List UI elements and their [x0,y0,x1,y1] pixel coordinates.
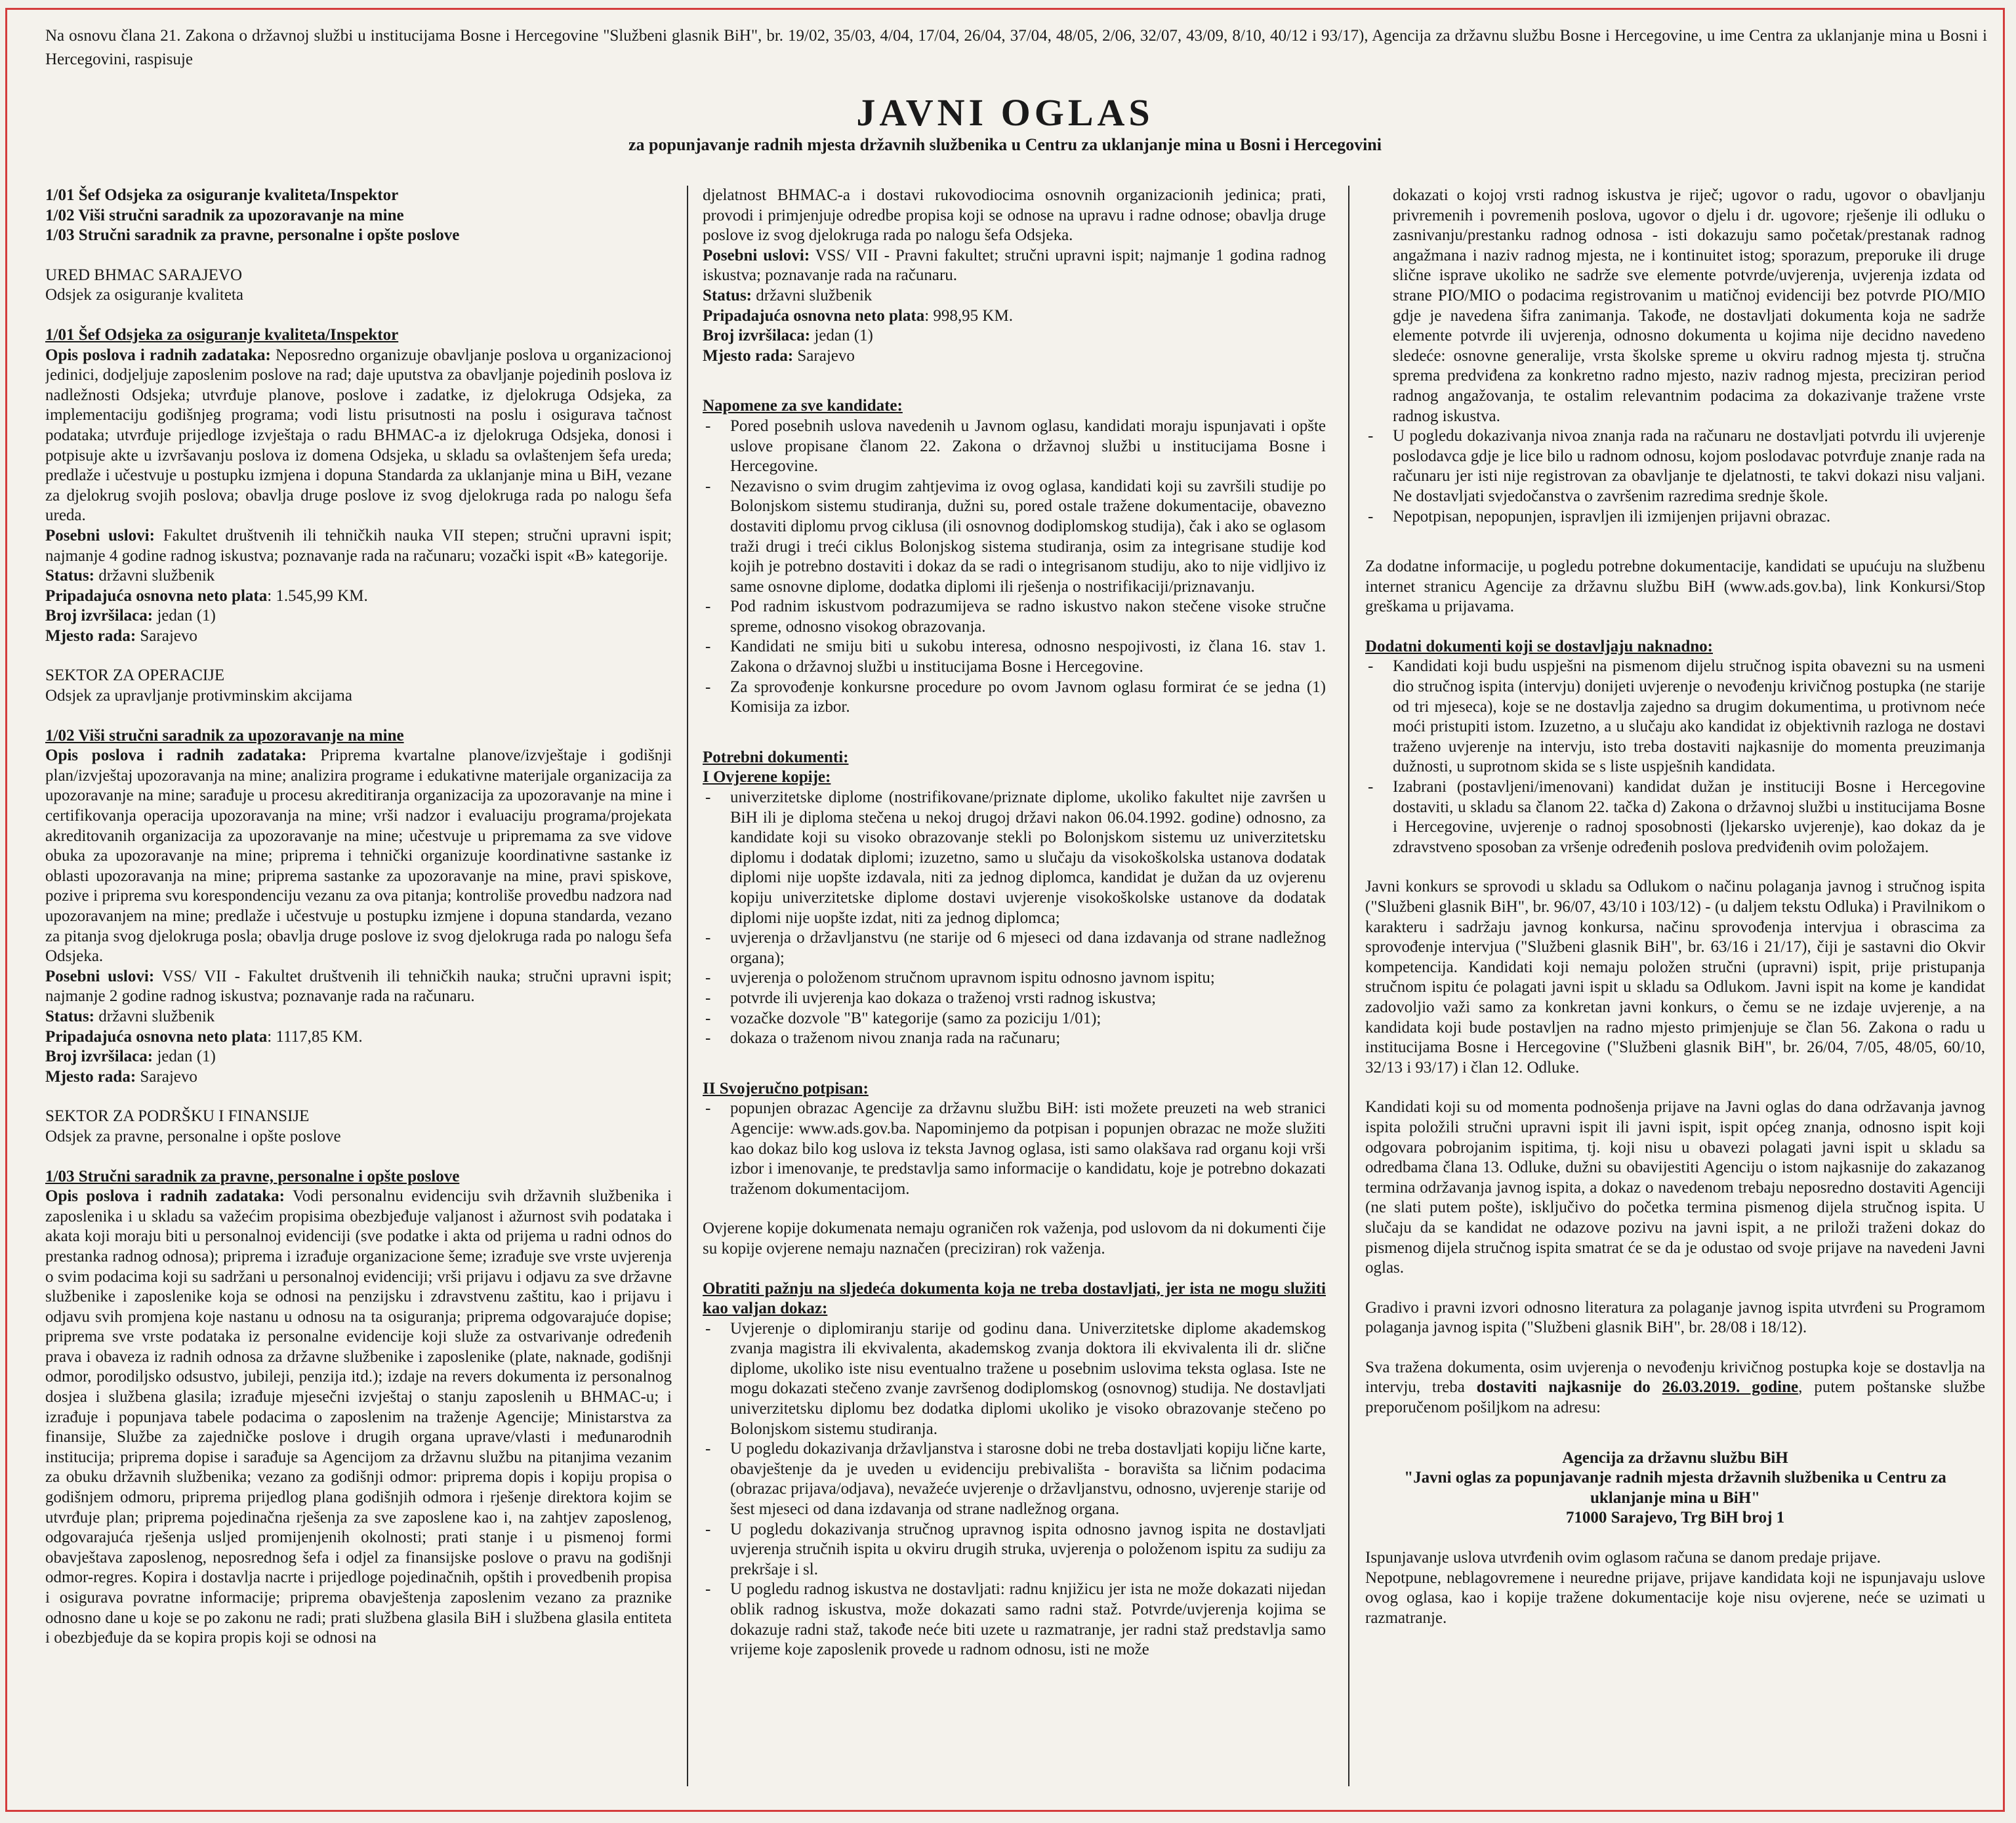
spacer [45,707,672,726]
field-value: Sarajevo [136,626,197,645]
field-value: državni službenik [94,567,215,585]
paragraph: Nepotpune, neblagovremene i neuredne prijave, prijave kandidata koji ne ispunjavaju uslove ovog oglasa, kao i kopije tražene dokumentacije koje nisu ovjerene, neće se uzimati u razmatranje. [1365,1568,1985,1627]
list-dash: - [705,1580,711,1599]
list-item-text: univerzitetske diplome (nostrifikovane/priznate diplome, ukoliko fakultet nije završen u BiH ili je diploma stečena u nekoj drugoj državi nakon 06.04.1992. godine) odnosno, za kandidate koji su visoko obrazovanje stekli po Bolonjskom sistemu uz univerzitetsku diplomu i dodatak diplomi; izuzetno, samo u slučaju da visokoškolska ustanova dodatak diplomi nije uopšte izdavala, niti za jednog diplomca, kandidat je dužan da uz ovjerenu kopiju univerzitetske diplome dostavi uvjerenje visokoškolske ustanove da dodatak diplomi nije uopšte izdat, niti za jednog diplomca; [730,789,1326,927]
paragraph: Ispunjavanje uslova utvrđenih ovim oglasom računa se danom predaje prijave. [1365,1549,1881,1567]
field-label: Opis poslova i radnih zadataka: [45,346,271,364]
list-item [703,1580,1326,1660]
list-item-continuation: dokazati o kojoj vrsti radnog iskustva je riječ; ugovor o radu, ugovor o obavljanju privremenih i povremenih poslova, ugovor o djelu i dr. ugovore; rješenje ili odluku o zasnivanju/prestanku radnog odnosa - isti dokazuju samo početak/prestanak radnog angažmana i naziv radnog mjesta, ne i kontinuitet istog; sporazum, preporuke ili druge slične isprave ukoliko ne sadrže sve elemente potvrde/uvjerenja, uvjerenja izdata od strane PIO/MIO o podacima registrovanim u matičnoj evidenciji bez potvrde PIO/MIO gdje je navedena šifra zanimanja. Takođe, ne dostavljati dokumenta koja ne sadrže elemente potvrde ili uvjerenja, odnosno dokumenta u kojima nije decidno navedeno sledeće: osnovne generalije, vrsta školske spreme u okviru radnog mjesta tj. stručna sprema predviđena za konkretno radno mjesto, naziv radnog mjesta, preciziran period radnog angažovanja, te ostalim relevantnim podacima za dokazivanje tražene vrste radnog iskustva. [1393,186,1985,425]
field-line [703,306,1326,327]
section-heading: Potrebni dokumenti: [703,748,849,766]
list-item [703,597,1326,637]
list-dash: - [705,477,711,495]
column-left [45,186,672,1806]
field-line [45,1027,672,1048]
list-dash: - [1368,507,1374,525]
spacer [45,246,672,266]
list-dash: - [705,1099,711,1118]
list-item [703,989,1326,1009]
list-item-text: uvjerenja o državljanstvu (ne starije od 6 mjeseci od dana izdavanja od strane nadležnog organa); [730,929,1326,967]
position-title: 1/01 Šef Odsjeka za osiguranje kvaliteta/Inspektor [45,186,399,204]
field-value: Neposredno organizuje obavljanje poslova u organizacionoj jedinici, dodjeljuje zaposlenim poslove na rad; daje uputstva za obavljanje pojedinih poslova iz nadležnosti Odsjeka; utvrđuje planove, poslove i zadatke, iz djelokruga Odsjeka, za implementaciju godišnjeg programa; vodi listu prisutnosti na poslu i osigurava tačnost podataka; utvrđuje prijedloge izvještaja o radu BHMAC-a iz djelokruga Odsjeka, donosi i potpisuje akte u izvršavanju poslova iz domena Odsjeka, u skladu sa ovlaštenjem šefa ureda; predlaže i učestvuje u postupku izmjena i dopuna Standarda za uklanjanje mina u BiH, vezane za djelokrug svojih poslova; obavlja druge poslove iz svog djelokruga rada po nalogu šefa ureda. [45,346,672,525]
field-line [45,346,672,526]
field-value: : 1.545,99 KM. [267,586,368,605]
list-item-text: uvjerenja o položenom stručnom upravnom ispitu odnosno javnom ispitu; [730,969,1215,987]
paragraph: Ovjerene kopije dokumenata nemaju ograničen rok važenja, pod uslovom da ni dokumenti čije su kopije ovjerene nemaju naznačen (preciziran) rok važenja. [703,1219,1326,1258]
list-dash: - [705,1440,711,1458]
spacer [1365,857,1985,877]
list-item-text: Kandidati koji budu uspješni na pismenom dijelu stručnog ispita obavezni su na usmeni dio stručnog ispita (intervju) donijeti uvjerenje o nevođenju krivičnog postupka (ne starije od tri mjeseca), koje se ne dostavlja zajedno sa drugim dokumentima, u protivnom neće moći pristupiti istom. Izuzetno, a u slučaju ako kandidat iz objektivnih razloga ne dostavi traženo uvjerenje na intervju, isto treba dostaviti najkasnije do momenta preuzimanja dužnosti, u suprotnom skida se s liste uspješnih kandidata. [1393,657,1985,776]
list-dash: - [705,1520,711,1538]
field-label: Broj izvršilaca: [703,327,811,345]
list-item-text: Kandidati ne smiju biti u sukobu interesa, odnosno nespojivosti, iz člana 16. stav 1. Zakona o državnoj službi u institucijama Bosne i Hercegovine. [730,638,1326,676]
spacer [703,366,1326,396]
paragraph: Odsjek za pravne, personalne i opšte poslove [45,1127,341,1145]
section-heading: Obratiti pažnju na sljedeća dokumenta koja ne treba dostavljati, jer ista ne mogu služiti kao valjan dokaz: [703,1279,1326,1318]
spacer [703,1260,1326,1279]
list-item [1365,657,1985,777]
list-item [703,417,1326,477]
spacer [1365,1528,1985,1548]
list-item [1365,507,1985,527]
field-label: Status: [45,1007,95,1025]
section-heading: 1/02 Viši stručni saradnik za upozoravanje na mine [45,726,404,745]
list-item-text: Pod radnim iskustvom podrazumijeva se radno iskustvo nakon stečene visoke stručne spreme, odnosno visokog obrazovanja. [730,598,1326,636]
field-line [45,606,672,626]
field-label: Posebni uslovi: [703,246,810,264]
list-item [703,968,1326,989]
field-line [45,526,672,566]
mailing-address-line: 71000 Sarajevo, Trg BiH broj 1 [1565,1509,1785,1527]
section-heading: 1/03 Stručni saradnik za pravne, personalne i opšte poslove [45,1167,460,1185]
list-item-text: vozačke dozvole "B" kategorije (samo za poziciju 1/01); [730,1009,1101,1027]
list-item-text: U pogledu dokazivanja državljanstva i starosne dobi ne treba dostavljati kopiju lične karte, obavještenje da je uveden u evidenciju prebivališta - boravišta sa ličnim podacima (obrazac prijava/odjava), nevažeće uvjerenje o državljanstvu, odnosno, uvjerenje starije od šest mjeseci od dana izdavanja od strane nadležnog organa. [730,1440,1326,1519]
spacer [703,718,1326,748]
field-line [45,1067,672,1088]
spacer [45,306,672,325]
spacer [1365,1418,1985,1448]
field-line [45,626,672,647]
list-item [703,1029,1326,1049]
field-label: Mjesto rada: [703,346,794,365]
field-value: državni službenik [752,286,873,304]
list-item [703,678,1326,718]
field-value: Sarajevo [136,1067,197,1086]
field-line [45,566,672,586]
list-item [703,1520,1326,1580]
field-line [703,346,1326,367]
column-middle [703,186,1326,1806]
list-dash: - [705,969,711,987]
column-right [1365,186,1985,1806]
field-label: Mjesto rada: [45,626,136,645]
field-value: jedan (1) [153,1048,216,1066]
deadline-date: 26.03.2019. godine [1662,1378,1799,1397]
paragraph: Odsjek za osiguranje kvaliteta [45,286,243,304]
spacer [1365,1279,1985,1298]
paragraph: djelatnost BHMAC-a i dostavi rukovodiocima osnovnih organizacionih jedinica; prati, provodi i primjenjuje odredbe propisa koji se odnose na upravu i radne odnose; obavlja druge poslove iz svog djelokruga rada po nalogu šefa Odsjeka. [703,186,1326,245]
spacer [1365,1078,1985,1097]
list-item [703,928,1326,968]
field-line [45,1187,672,1649]
field-value: jedan (1) [810,327,873,345]
field-label: Status: [703,286,752,304]
section-heading: Napomene za sve kandidate: [703,397,903,415]
list-item [1365,777,1985,857]
field-label: Opis poslova i radnih zadataka: [45,1187,285,1206]
field-line [45,1047,672,1067]
list-item-text: Izabrani (postavljeni/imenovani) kandidat dužan je instituciji Bosne i Hercegovine dostaviti, u skladu sa članom 22. tačka d) Zakona o državnoj službi u institucijama Bosne i Hercegovine, uvjerenje o radnoj sposobnosti (ljekarsko uvjerenje), kao dokaz da je zdravstveno sposoban za vršenje određenih poslova predviđenih ovim položajem. [1393,778,1985,856]
field-value: VSS/ VII - Fakultet društvenih ili tehničkih nauka; stručni upravni ispit; najmanje 2 godine radnog iskustva; poznavanje rada na računaru. [45,967,672,1006]
field-label: Status: [45,567,95,585]
field-label: Pripadajuća osnovna neto plata [703,306,925,325]
field-value: : 998,95 KM. [924,306,1013,325]
column-separator [1348,186,1349,1786]
deadline-text: , putem poštanske službe preporučenom pošiljkom na adresu: [1365,1378,1985,1417]
document-subtitle: za popunjavanje radnih mjesta državnih službenika u Centru za uklanjanje mina u Bosni i Hercegovini [628,135,1382,154]
list-dash: - [705,929,711,947]
position-title: 1/03 Stručni saradnik za pravne, personalne i opšte poslove [45,226,460,245]
list-dash: - [705,1319,711,1338]
column-separator [687,186,688,1786]
deadline-text: Sva tražena dokumenta, osim uvjerenja o nevođenju krivičnog postupka koje se dostavlja na intervju, treba [1365,1358,1985,1397]
list-item [703,1319,1326,1440]
field-label: Broj izvršilaca: [45,1048,154,1066]
list-item-text: U pogledu dokazivanja nivoa znanja rada na računaru ne dostavljati potvrdu ili uvjerenje poslodavca gdje je lice bilo u radnom odnosu, kojom poslodavac potvrđuje znanje rada na računaru jer isti nije registrovan za obavljanje te djelatnosti, te takvi dokazi nisu valjani. Ne dostavljati svjedočanstva o završenim razredima srednje škole. [1393,427,1985,505]
paragraph: URED BHMAC SARAJEVO [45,266,243,284]
paragraph: Javni konkurs se sprovodi u skladu sa Odlukom o načinu polaganja javnog i stručnog ispita ("Službeni glasnik BiH", br. 96/07, 43/10 i 103/12) - (u daljem tekstu Odluka) i Pravilnikom o karakteru i sadržaju javnog konkursa, načinu sprovođenja intervjua i obrascima za sprovođenje intervjua ("Službeni glasnik BiH", br. 63/16 i 21/17), čiji je sastavni dio Okvir kompetencija. Kandidati koji nemaju položen stručni (upravni) ispit, prije pristupanja stručnom ispitu će polagati javni ispit u skladu sa Odlukom. Javni ispit na kome je kandidat zadovoljio važi samo za konkretan javni konkurs, o čemu se ne izdaje uvjerenje, a na kandidata koji bude postavljen na radno mjesto primjenjuje se član 56. Zakona o radu u institucijama Bosne i Hercegovine ("Službeni glasnik BiH", br. 26/04, 7/05, 48/05, 60/10, 32/13 i 93/17) i član 12. Odluke. [1365,878,1985,1076]
spacer [703,1049,1326,1079]
list-dash: - [705,1009,711,1027]
list-item [703,788,1326,928]
deadline-emphasis: dostaviti najkasnije do [1476,1378,1662,1397]
field-value: jedan (1) [153,607,216,625]
section-heading: II Svojeručno potpisan: [703,1079,869,1097]
field-label: Opis poslova i radnih zadataka: [45,747,307,765]
list-dash: - [1368,427,1374,445]
paragraph: Odsjek za upravljanje protivminskim akcijama [45,687,352,705]
list-dash: - [1368,657,1374,676]
section-heading: I Ovjerene kopije: [703,768,831,787]
field-value: VSS/ VII - Pravni fakultet; stručni upravni ispit; najmanje 1 godina radnog iskustva; poznavanje rada na računaru. [703,246,1326,285]
field-value: Priprema kvartalne planove/izvještaje i godišnji plan/izvještaj upozoravanja na mine; analizira programe i edukativne materijale organizacija za upozoravanje na mine; sarađuje u procesu akreditiranja organizacija za upozoravanje na mine i certifikovanja operacija upozoravanja na mine; vrši nadzor i evaluaciju programa/projekata akreditovanih organizacija za upozoravanje na mine; učestvuje u pripremama za sve vidove obuka za upozoravanje na mine; priprema i tehnički organizuje koordinativne sastanke iz oblasti upozoravanja na mine; priprema sastanke za upozoravanje na mine, pravi spiskove, pozive i priprema svu korespondenciju vezanu za ova pitanja; kontroliše provedbu nadzora nad upozoravanjem na mine; predlaže i učestvuje u postupku izmjene i dopuna standarda, vezano za pitanja svog djelokruga posla; obavlja druge poslove iz svog djelokruga rada po nalogu šefa Odsjeka. [45,747,672,966]
paragraph: SEKTOR ZA PODRŠKU I FINANSIJE [45,1107,310,1126]
field-value: Sarajevo [793,346,855,365]
list-item [703,477,1326,598]
list-item-text: Nezavisno o svim drugim zahtjevima iz ovog oglasa, kandidati koji su završili studije po Bolonjskom sistemu studiranja, dužni su, pored ostale tražene dokumentacije, obavezno dostaviti diplomu prvog ciklusa (ili osnovnog dodiplomskog studija), čak i ako se oglasom traži drugi i treći ciklus Bolonjskog sistema studiranja, osim za integrisane studije kod kojih je potrebno dostaviti i dokaz da se radi o integrisanom studiju, ako to nije vidljivo iz same osnovne diplome, dodatka diplomi ili rješenja o nostrifikaciji/priznavanju. [730,477,1326,596]
list-item-text: U pogledu dokazivanja stručnog upravnog ispita odnosno javnog ispita ne dostavljati uvjerenja stručnih ispita u okviru drugih struka, uvjerenja o položenom ispitu za sudiju za prekršaje i sl. [730,1520,1326,1578]
field-line [45,586,672,607]
section-heading: 1/01 Šef Odsjeka za osiguranje kvaliteta/Inspektor [45,325,399,344]
field-line [703,326,1326,346]
spacer [1365,527,1985,557]
mailing-address-line: Agencija za državnu službu BiH [1562,1448,1788,1467]
field-label: Pripadajuća osnovna neto plata [45,586,268,605]
paragraph: Gradivo i pravni izvori odnosno literatura za polaganje javnog ispita utvrđeni su Programom polaganja javnog ispita ("Službeni glasnik BiH", br. 28/08 i 18/12). [1365,1298,1985,1337]
list-item-text: Za sprovođenje konkursne procedure po ovom Javnom oglasu formirat će se jedna (1) Komisija za izbor. [730,678,1326,716]
mailing-address-line: "Javni oglas za popunjavanje radnih mjesta državnih službenika u Centru za uklanjanje mina u BiH" [1404,1469,1946,1507]
list-dash: - [705,789,711,807]
field-value: Vodi personalnu evidenciju svih državnih službenika i zaposlenika i u skladu sa važećim propisima obezbjeđuje valjanost i ažurnost svih podataka i akata koji moraju biti u personalnoj evidenciji (sve podatke i akta od prijema u radni odnos do prestanka radnog odnosa); priprema i izrađuje organizacione šeme; izrađuje sve vrste uvjerenja o svim podacima koji su sadržani u personalnoj evidenciji; vrši prijavu i odjavu za sve državne službenike i zaposlenike koja se odnosi na penzijsku i zdravstvenu zaštitu, kao i prijavu i odjavu svih promjena koje nastanu u odnosu na ta osiguranja; priprema odgovarajuće dopise; priprema sve vrste podataka iz personalne evidencije koji služe za ostvarivanje određenih prava i obaveza iz radnih odnosa za državne službenike i zaposlenike (plate, naknade, godišnji odmor, porodiljsko odsustvo, jubileji, penzija itd.); izdaje na revers dokumenta iz personalnog dosjea i službena glasila; izrađuje mjesečni izvještaj o stanju zaposlenih u BHMAC-u; i izrađuje i popunjava tabele podacima o zaposlenim na traženje Agencije; Ministarstva za finansije, Službe za zajedničke poslove i drugih organa uprave/vlasti i međunarodnih institucija; priprema dopise i sarađuje sa Agencijom za državnu službu na pitanjima vezanim za obuku državnih službenika; vezano za godišnji odmor: priprema dopis i kopiju propisa o godišnjem odmoru, priprema prijedlog plana godišnjih odmora i rješenje direktora kojim se utvrđuje plan; priprema pojedinačna rješenja za sve zaposlene kao i, na zahtjev zaposlenog, odgovarajuća rješenja usljed promijenjenih okolnosti; prati stanje i u pismenoj formi obavještava zaposlenog, neposrednog šefa i odjel za finansijske poslove o pravu na godišnji odmor-regres. Kopira i dostavlja nacrte i prijedloge pojedinačnih, opštih i provedbenih propisa i osigurava povratne informacije; priprema obavještenja zaposlenim vezano za praznike odnosno dane u koje se po zakonu ne radi; prati službena glasila BiH i službena glasila entiteta i obezbjeđuje da se kopira propis koji se odnosi na [45,1187,672,1647]
list-item-text: dokaza o traženom nivou znanja rada na računaru; [730,1029,1061,1048]
deadline-paragraph [1365,1358,1985,1418]
list-item [703,1439,1326,1519]
spacer [703,1199,1326,1219]
paragraph: Kandidati koji su od momenta podnošenja prijave na Javni oglas do dana održavanja javnog ispita položili stručni upravni ispit ili javni ispit, ispit općeg znanja, odnosno ispit koji odgovara pobrojanim ispitima, tj. koji nisu u obavezi polagati javni ispit u skladu sa odredbama člana 13. Odluke, dužni su obavijestiti Agenciju o istom najkasnije do zakazanog termina održavanja javnog ispita, a dokaz o navedenom trebaju neposredno dostaviti Agenciji (ne slati putem pošte), isključivo do početka termina pismenog dijela stručnog ispita. U slučaju da se kandidat ne odazove pozivu na javni ispit, a ne priloži traženi dokaz do pismenog dijela stručnog ispita smatrat će se da je odustao od svoje prijave na navedeni Javni oglas. [1365,1098,1985,1277]
list-item-text: Uvjerenje o diplomiranju starije od godinu dana. Univerzitetske diplome akademskog zvanja magistra ili ekvivalenta, akademskog zvanja doktora ili ekvivalenta ili dr. slične diplome, ukoliko iste nisu eventualno tražene u posebnim uslovima teksta oglasa. Iste ne mogu dokazati stečeno zvanje završenog dodiplomskog (osnovnog) studija. Ne dostavljati univerzitetsku diplomu bez dodatka diplomi ukoliko je visoko obrazovanje stečeno po Bolonjskom sistemu studiranja. [730,1319,1326,1438]
paragraph: SEKTOR ZA OPERACIJE [45,666,225,685]
list-dash: - [705,678,711,696]
paragraph: Za dodatne informacije, u pogledu potrebne dokumentacije, kandidati se upućuju na službenu internet stranicu Agencije za državnu službu BiH (www.ads.gov.ba), link Konkursi/Stop greškama u prijavama. [1365,558,1985,616]
position-title: 1/02 Viši stručni saradnik za upozoravanje na mine [45,206,404,224]
section-heading: Dodatni dokumenti koji se dostavljaju naknadno: [1365,637,1713,655]
spacer [45,1147,672,1167]
list-item [1365,426,1985,506]
list-dash: - [705,417,711,435]
list-item-text: Pored posebnih uslova navedenih u Javnom oglasu, kandidati moraju ispunjavati i opšte uslove propisane članom 22. Zakona o državnoj službi u institucijama Bosne i Hercegovine. [730,417,1326,476]
field-line [45,967,672,1007]
list-dash: - [705,1029,711,1048]
field-label: Pripadajuća osnovna neto plata [45,1027,268,1046]
field-line [45,1007,672,1027]
spacer [45,646,672,666]
list-item [703,1009,1326,1029]
list-dash: - [705,638,711,656]
list-item-text: U pogledu radnog iskustva ne dostavljati: radnu knjižicu jer ista ne može dokazati nijedan oblik radnog iskustva, može dokazati samo radni staž. Potvrde/uvjerenja kojima se dokazuje radni staž, takođe neće biti uzete u razmatranje, jer radni staž predstavlja samo vrijeme koje zaposlenik provede u radnom odnosu, isti ne može [730,1580,1326,1659]
list-item-text: popunjen obrazac Agencije za državnu službu BiH: isti možete preuzeti na web stranici Agencije: www.ads.gov.ba. Napominjemo da potpisan i popunjen obrazac ne može služiti kao dokaz bilo kog uslova iz teksta Javnog oglasa, isti samo olakšava rad organu koji vrši izbor i imenovanje, te predstavlja samo informacije o kandidatu, koje je potrebno dokazati traženom dokumentacijom. [730,1099,1326,1198]
document-title: JAVNI OGLAS [856,91,1154,134]
list-dash: - [1368,778,1374,796]
spacer [1365,617,1985,637]
list-item [703,1099,1326,1199]
announcement-frame [5,8,2005,1812]
spacer [45,1087,672,1107]
list-item [703,637,1326,677]
spacer [1365,1338,1985,1358]
list-dash: - [705,598,711,616]
list-dash: - [705,989,711,1007]
field-label: Broj izvršilaca: [45,607,154,625]
field-line [45,746,672,967]
field-value: Fakultet društvenih ili tehničkih nauka VII stepen; stručni upravni ispit; najmanje 4 godine radnog iskustva; poznavanje rada na računaru; vozački ispit «B» kategorije. [45,526,672,565]
intro-paragraph: Na osnovu člana 21. Zakona o državnoj službi u institucijama Bosne i Hercegovine "Službeni glasnik BiH", br. 19/02, 35/03, 4/04, 17/04, 26/04, 37/04, 48/05, 2/06, 32/07, 43/09, 8/10, 40/12 i 93/17), Agencija za državnu službu Bosne i Hercegovine, u ime Centra za uklanjanje mina u Bosni i Hercegovini, raspisuje [45,27,1987,68]
list-item-text: Nepotpisan, nepopunjen, ispravljen ili izmijenjen prijavni obrazac. [1393,507,1831,525]
list-item-text: potvrde ili uvjerenja kao dokaza o traženoj vrsti radnog iskustva; [730,989,1157,1007]
field-value: državni službenik [94,1007,215,1025]
field-label: Posebni uslovi: [45,967,155,985]
field-label: Posebni uslovi: [45,526,155,544]
field-label: Mjesto rada: [45,1067,136,1086]
field-line [703,246,1326,286]
field-value: : 1117,85 KM. [267,1027,363,1046]
field-line [703,286,1326,306]
